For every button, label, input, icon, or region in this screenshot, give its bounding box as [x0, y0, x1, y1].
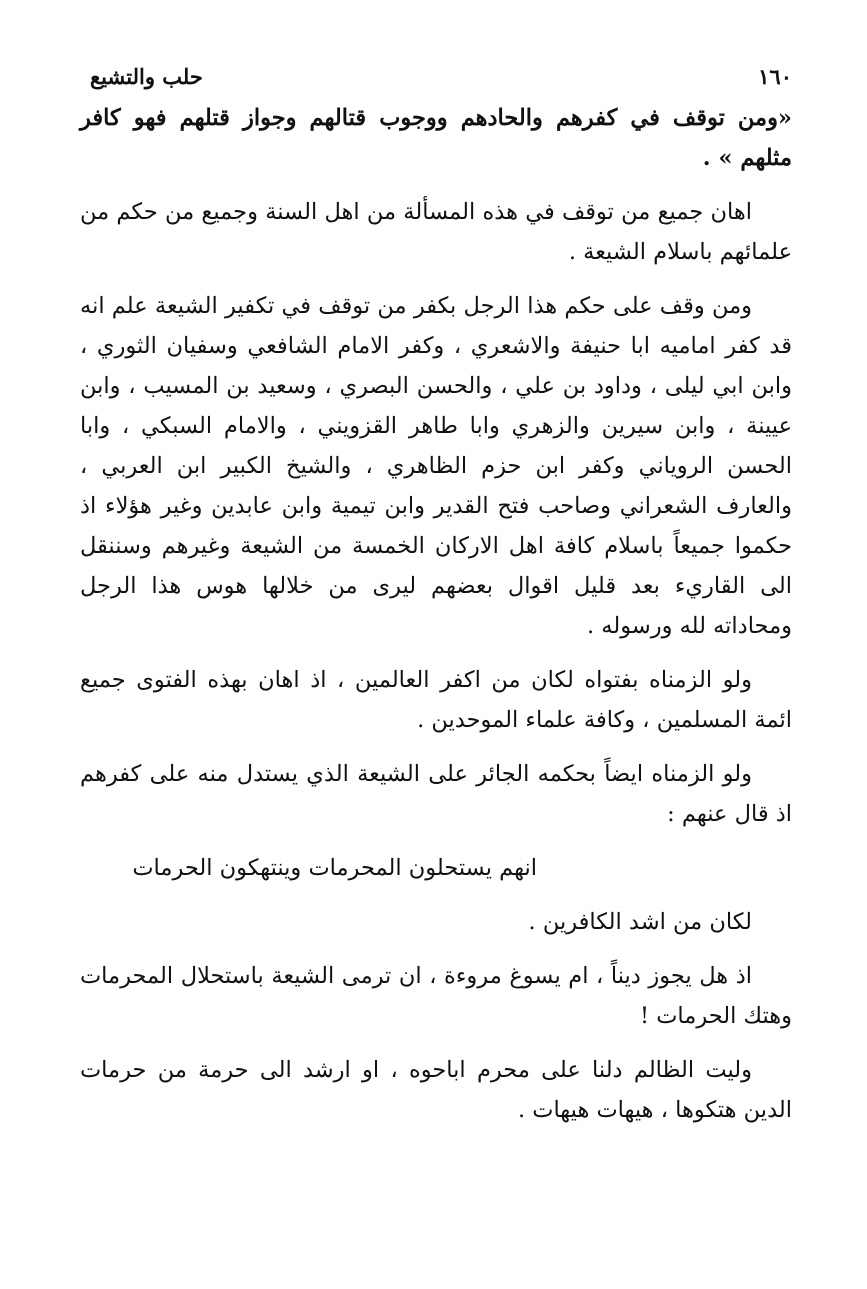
document-page — [80, 60, 792, 1144]
paragraph: ومن وقف على حكم هذا الرجل بكفر من توقف في تكفير الشيعة علم انه قد كفر اماميه ابا حنيفة والاشعري ، وكفر الامام الشافعي وسفيان الثوري ، وابن ابي ليلى ، وداود بن علي ، والحسن البصري ، وسعيد بن المسيب ، وابن عيينة ، وابن سيرين والزهري وابا طاهر القزويني ، والامام السبكي ، وابا الحسن الروياني وكفر ابن حزم الظاهري ، والشيخ الكبير ابن العربي ، والعارف الشعراني وصاحب فتح القدير وابن تيمية وابن عابدين وغير هؤلاء اذ حكموا جميعاً باسلام كافة اهل الاركان الخمسة من الشيعة وغيرهم وسننقل الى القاريء بعد قليل اقوال بعضهم ليرى من خلالها هوس هذا الرجل ومحاداته لله ورسوله . — [80, 293, 792, 639]
running-title: حلب والتشيع — [90, 64, 203, 89]
paragraph: وليت الظالم دلنا على محرم اباحوه ، او ارشد الى حرمة من حرمات الدين هتكوها ، هيهات هيهات . — [80, 1057, 792, 1123]
paragraph: لكان من اشد الكافرين . — [528, 909, 752, 935]
quoted-fatwa: «ومن توقف في كفرهم والحادهم ووجوب قتالهم وجواز قتلهم فهو كافر مثلهم » . — [80, 105, 792, 171]
paragraph: اذ هل يجوز ديناً ، ام يسوغ مروءة ، ان ترمى الشيعة باستحلال المحرمات وهتك الحرمات ! — [80, 963, 792, 1029]
paragraph: ولو الزمناه بفتواه لكان من اكفر العالمين ، اذ اهان بهذه الفتوى جميع ائمة المسلمين ، وكافة علماء الموحدين . — [80, 667, 792, 733]
page-number: ١٦٠ — [758, 64, 792, 89]
paragraph: اهان جميع من توقف في هذه المسألة من اهل السنة وجميع من حكم من علمائهم باسلام الشيعة . — [80, 199, 792, 265]
page-header — [80, 60, 792, 94]
paragraph: ولو الزمناه ايضاً بحكمه الجائر على الشيعة الذي يستدل منه على كفرهم اذ قال عنهم : — [80, 761, 792, 827]
quoted-saying: انهم يستحلون المحرمات وينتهكون الحرمات — [132, 855, 537, 881]
